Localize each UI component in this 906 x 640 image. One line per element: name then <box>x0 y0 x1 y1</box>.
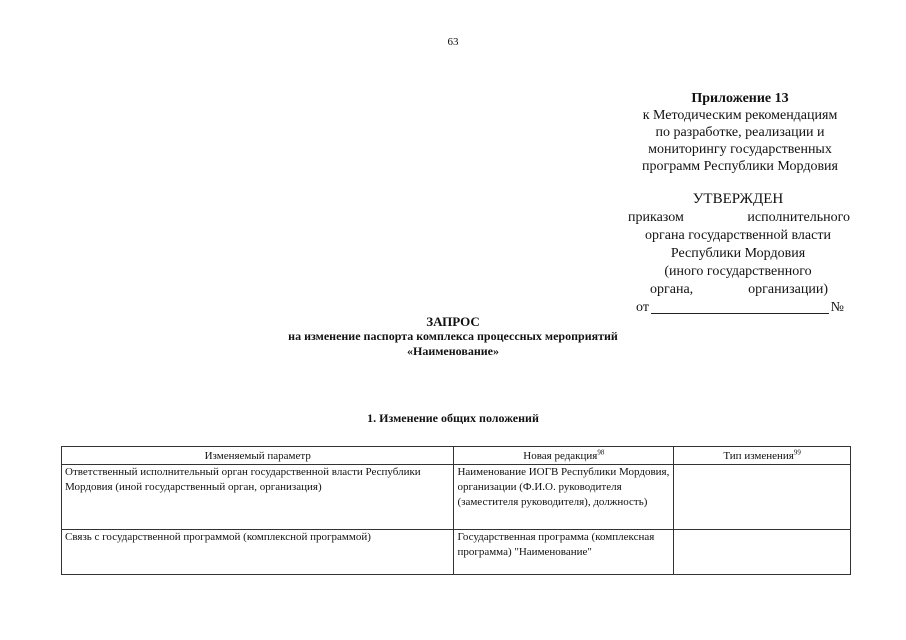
appendix-line: программ Республики Мордовия <box>642 159 838 174</box>
approval-line: (иного государственного <box>664 264 812 279</box>
cell-new-edition: Государственная программа (комплексная программа) "Наименование" <box>454 530 674 575</box>
approval-word: органа, <box>650 282 694 297</box>
header-param: Изменяемый параметр <box>62 447 454 465</box>
approval-heading: УТВЕРЖДЕН <box>692 191 784 207</box>
request-subtitle: на изменение паспорта комплекса процессных мероприятий <box>288 329 618 343</box>
request-title: ЗАПРОС <box>426 314 480 329</box>
cell-change-type <box>674 465 851 530</box>
changes-table <box>61 446 851 575</box>
approval-word: организации) <box>748 282 828 297</box>
request-name: «Наименование» <box>407 344 499 358</box>
appendix-title: Приложение 13 <box>691 91 789 106</box>
appendix-block <box>600 90 880 175</box>
approval-block <box>620 190 856 317</box>
request-heading <box>0 314 906 359</box>
page-number: 63 <box>447 36 459 48</box>
cell-param: Связь с государственной программой (комплексной программой) <box>62 530 454 575</box>
table-row <box>62 530 851 575</box>
footnote-marker: 99 <box>793 448 801 457</box>
approval-word: исполнительного <box>747 210 850 225</box>
footnote-marker: 98 <box>597 448 605 457</box>
section-title: 1. Изменение общих положений <box>367 411 539 425</box>
appendix-line: мониторингу государственных <box>648 142 832 157</box>
cell-new-edition: Наименование ИОГВ Республики Мордовия, организации (Ф.И.О. руководителя (заместителя руководителя), должность) <box>454 465 674 530</box>
table-row <box>62 465 851 530</box>
approval-word: приказом <box>628 210 684 225</box>
appendix-line: к Методическим рекомендациям <box>642 108 838 123</box>
approval-line <box>620 209 856 227</box>
approval-line: органа государственной власти <box>645 228 831 243</box>
appendix-line: по разработке, реализации и <box>655 125 825 140</box>
approval-number-sign: № <box>830 300 844 315</box>
approval-line: Республики Мордовия <box>670 246 806 261</box>
approval-line <box>620 281 856 299</box>
cell-change-type <box>674 530 851 575</box>
approval-from: от <box>636 300 649 315</box>
cell-param: Ответственный исполнительный орган государственной власти Республики Мордовия (иной государственный орган, организация) <box>62 465 454 530</box>
table-header-row <box>62 447 851 465</box>
header-change-type: Тип изменения$^{99}$ <box>674 447 851 465</box>
header-new-edition: Новая редакция$^{98}$ <box>454 447 674 465</box>
